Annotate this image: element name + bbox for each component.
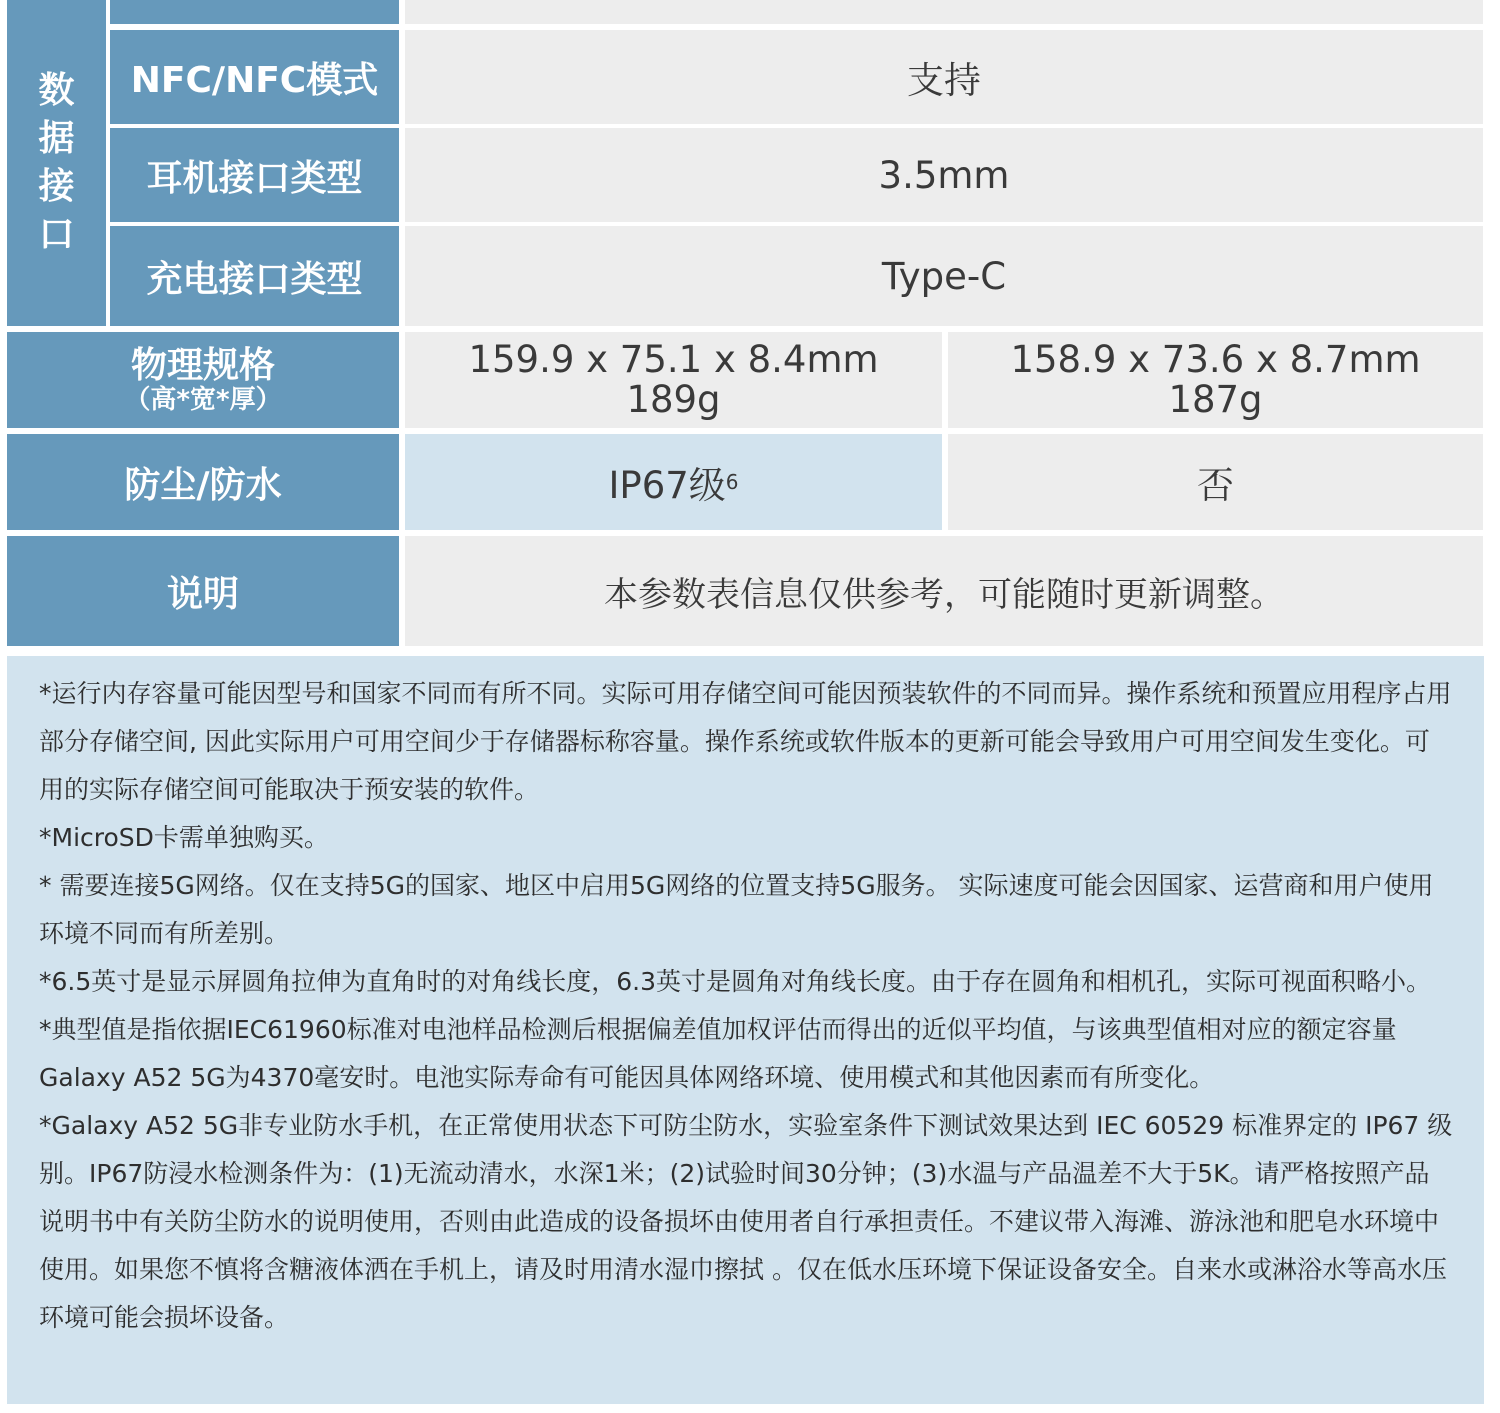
note-value: 本参数表信息仅供参考，可能随时更新调整。 bbox=[405, 536, 1483, 646]
cut-row-label bbox=[110, 0, 399, 24]
waterproof-label: 防尘/防水 bbox=[7, 434, 399, 530]
headphone-jack-label: 耳机接口类型 bbox=[110, 128, 399, 222]
physical-specs-value-1 bbox=[405, 332, 942, 428]
footnote-paragraph: * 需要连接5G网络。仅在支持5G的国家、地区中启用5G网络的位置支持5G服务。 实际速度可能会因国家、运营商和用户使用环境不同而有所差别。 bbox=[39, 871, 1434, 948]
charging-port-value: Type-C bbox=[405, 226, 1483, 326]
footnote-paragraph: *Galaxy A52 5G非专业防水手机，在正常使用状态下可防尘防水，实验室条件下测试效果达到 IEC 60529 标准界定的 IP67 级别。IP67防浸水检测条件为：(1)无流动清水，水深1米；(2)试验时间30分钟；(3)水温与产品温差不大于5K。请严格按照产品说明书中有关防尘防水的说明使用，否则由此造成的设备损坏由使用者自行承担责任。不建议带入海滩、游泳池和肥皂水环境中使用。如果您不慎将含糖液体洒在手机上，请及时用清水湿巾擦拭 。仅在低水压环境下保证设备安全。自来水或淋浴水等高水压环境可能会损坏设备。 bbox=[39, 1111, 1453, 1332]
data-interface-group-label bbox=[7, 0, 106, 326]
group-label-char: 据 bbox=[38, 118, 75, 159]
nfc-label: NFC/NFC模式 bbox=[110, 30, 399, 124]
note-label: 说明 bbox=[7, 536, 399, 646]
footnote-paragraph: *MicroSD卡需单独购买。 bbox=[39, 823, 329, 852]
charging-port-label: 充电接口类型 bbox=[110, 226, 399, 326]
dimensions-text: 158.9 x 73.6 x 8.7mm bbox=[1010, 338, 1421, 381]
footnote-paragraph: *6.5英寸是显示屏圆角拉伸为直角时的对角线长度，6.3英寸是圆角对角线长度。由于存在圆角和相机孔，实际可视面积略小。 bbox=[39, 967, 1432, 996]
waterproof-value-1: IP67级 6 bbox=[405, 434, 942, 530]
weight-text: 189g bbox=[626, 378, 721, 421]
dimensions-text: 159.9 x 75.1 x 8.4mm bbox=[468, 338, 879, 381]
waterproof-rating-text: IP67级 bbox=[608, 464, 726, 507]
headphone-jack-value: 3.5mm bbox=[405, 128, 1483, 222]
physical-specs-label bbox=[7, 332, 399, 428]
group-label-char: 口 bbox=[38, 214, 75, 255]
group-label-char: 接 bbox=[38, 166, 75, 207]
cut-row-value bbox=[405, 0, 1483, 24]
physical-specs-sublabel: （高*宽*厚） bbox=[124, 385, 282, 415]
physical-specs-title: 物理规格 bbox=[130, 345, 275, 386]
group-label-char: 数 bbox=[38, 70, 75, 111]
physical-specs-value-2 bbox=[948, 332, 1483, 428]
waterproof-value-2: 否 bbox=[948, 434, 1483, 530]
footnotes-panel bbox=[7, 656, 1484, 1404]
weight-text: 187g bbox=[1168, 378, 1263, 421]
footnote-paragraph: *典型值是指依据IEC61960标准对电池样品检测后根据偏差值加权评估而得出的近似平均值，与该典型值相对应的额定容量Galaxy A52 5G为4370毫安时。电池实际寿命有可能因具体网络环境、使用模式和其他因素而有所变化。 bbox=[39, 1015, 1397, 1092]
footnote-paragraph: *运行内存容量可能因型号和国家不同而有所不同。实际可用存储空间可能因预装软件的不同而异。操作系统和预置应用程序占用部分存储空间, 因此实际用户可用空间少于存储器标称容量。操作系统或软件版本的更新可能会导致用户可用空间发生变化。可用的实际存储空间可能取决于预安装的软件。 bbox=[39, 679, 1452, 804]
nfc-value: 支持 bbox=[405, 30, 1483, 124]
